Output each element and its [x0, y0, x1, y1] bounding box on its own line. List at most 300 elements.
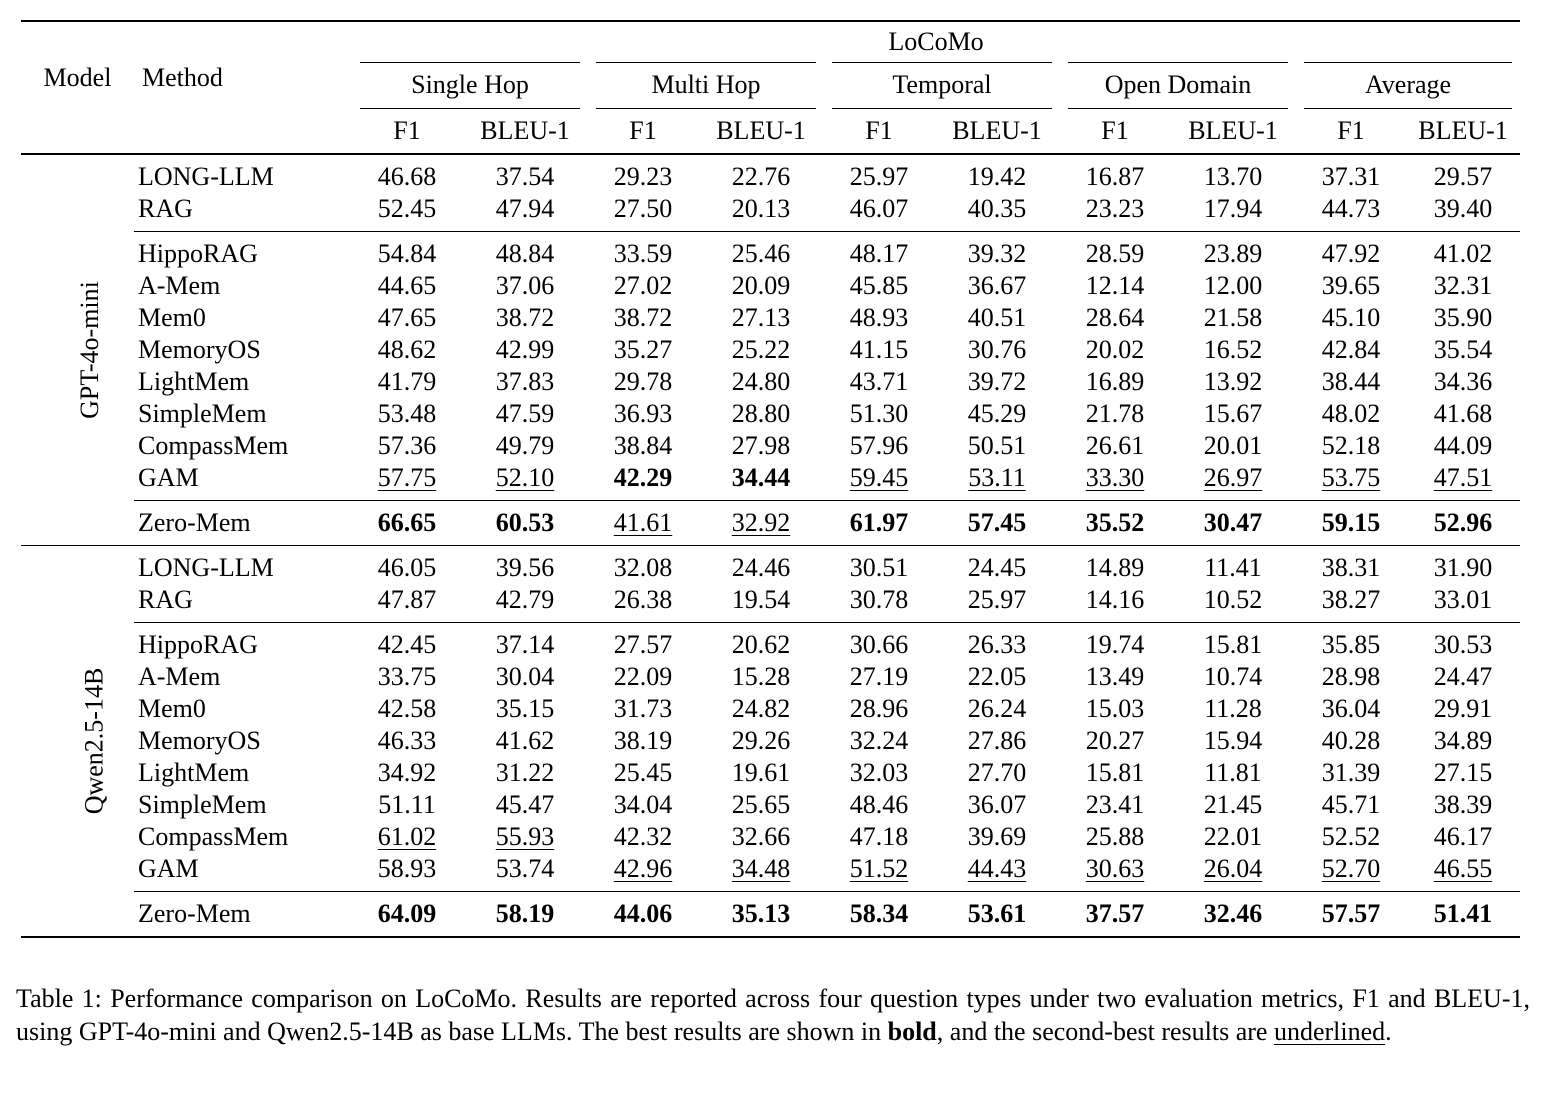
value-multi-hop-bleu-1: 20.09: [731, 271, 791, 300]
method-name: A-Mem: [138, 271, 221, 300]
table-cell: [1296, 789, 1406, 821]
table-cell: [1296, 821, 1406, 853]
table-cell: [698, 693, 824, 725]
table-cell: [698, 366, 824, 398]
value-multi-hop-f1: 26.38: [613, 585, 673, 614]
table-cell: [588, 154, 698, 193]
table-cell: [1060, 623, 1170, 662]
table-cell: [1170, 366, 1296, 398]
header-group-temporal: [824, 62, 1060, 109]
header-metric-bleu-1: BLEU-1: [934, 109, 1060, 154]
group-label: Single Hop: [360, 62, 580, 109]
table-cell: [824, 725, 934, 757]
table-row: [21, 853, 1520, 892]
method-name: LightMem: [138, 367, 250, 396]
header-metric-f1: F1: [352, 109, 462, 154]
table-cell: [1060, 232, 1170, 271]
table-cell: [1296, 584, 1406, 623]
table-cell: [588, 232, 698, 271]
value-average-f1: 38.31: [1321, 553, 1381, 582]
table-cell: [352, 232, 462, 271]
table-cell: [352, 789, 462, 821]
value-multi-hop-bleu-1: 24.46: [731, 553, 791, 582]
table-cell: [352, 398, 462, 430]
value-single-hop-f1: 46.05: [377, 553, 437, 582]
table-cell: [588, 270, 698, 302]
value-temporal-f1: 48.46: [849, 790, 909, 819]
table-cell: [1406, 501, 1520, 546]
value-open-domain-f1: 12.14: [1085, 271, 1145, 300]
table-cell: [698, 270, 824, 302]
value-multi-hop-bleu-1: 15.28: [731, 662, 791, 691]
value-open-domain-bleu-1: 10.74: [1203, 662, 1263, 691]
table-cell: [698, 302, 824, 334]
table-row: [21, 366, 1520, 398]
value-open-domain-f1: 16.87: [1085, 162, 1145, 191]
table-cell: [934, 693, 1060, 725]
header-method: Method: [134, 21, 352, 154]
value-temporal-bleu-1: 27.86: [967, 726, 1027, 755]
table-cell: [698, 789, 824, 821]
value-multi-hop-bleu-1: 19.54: [731, 585, 791, 614]
value-open-domain-bleu-1: 26.04: [1203, 854, 1263, 883]
value-average-bleu-1: 33.01: [1433, 585, 1493, 614]
table-cell: [1060, 661, 1170, 693]
value-average-bleu-1: 52.96: [1433, 508, 1493, 537]
table-cell: [352, 821, 462, 853]
value-open-domain-f1: 13.49: [1085, 662, 1145, 691]
group-label: Multi Hop: [596, 62, 816, 109]
value-temporal-bleu-1: 39.72: [967, 367, 1027, 396]
value-multi-hop-bleu-1: 20.13: [731, 194, 791, 223]
value-single-hop-bleu-1: 30.04: [495, 662, 555, 691]
value-average-bleu-1: 51.41: [1433, 899, 1493, 928]
table-cell: [588, 661, 698, 693]
table-row: [21, 821, 1520, 853]
table-cell: [698, 725, 824, 757]
table-cell: [462, 853, 588, 892]
table-cell: [1406, 430, 1520, 462]
table-cell: [1170, 623, 1296, 662]
value-temporal-f1: 61.97: [849, 508, 909, 537]
model-label: Qwen2.5-14B: [79, 667, 109, 815]
value-single-hop-bleu-1: 35.15: [495, 694, 555, 723]
method-name: LONG-LLM: [134, 154, 352, 193]
header-metric-bleu-1: BLEU-1: [1406, 109, 1520, 154]
table-cell: [934, 154, 1060, 193]
table-cell: [1406, 623, 1520, 662]
model-cell: [21, 546, 134, 938]
table-cell: [352, 462, 462, 501]
header-group-multi-hop: [588, 62, 824, 109]
value-open-domain-f1: 15.81: [1085, 758, 1145, 787]
table-cell: [462, 154, 588, 193]
value-temporal-bleu-1: 57.45: [967, 508, 1027, 537]
table-cell: [462, 302, 588, 334]
table-row: [21, 623, 1520, 662]
value-single-hop-f1: 66.65: [377, 508, 437, 537]
model-cell: [21, 154, 134, 546]
table-cell: [698, 892, 824, 938]
value-average-f1: 42.84: [1321, 335, 1381, 364]
method-name: Mem0: [138, 303, 206, 332]
value-open-domain-bleu-1: 15.94: [1203, 726, 1263, 755]
value-single-hop-f1: 46.68: [377, 162, 437, 191]
method-name: Zero-Mem: [134, 892, 352, 938]
table-cell: [1170, 725, 1296, 757]
table-cell: [698, 501, 824, 546]
value-average-bleu-1: 30.53: [1433, 630, 1493, 659]
table-cell: [1060, 725, 1170, 757]
value-multi-hop-f1: 36.93: [613, 399, 673, 428]
value-open-domain-f1: 23.41: [1085, 790, 1145, 819]
table-cell: [1060, 302, 1170, 334]
value-temporal-bleu-1: 39.32: [967, 239, 1027, 268]
table-cell: [1170, 693, 1296, 725]
table-cell: [1060, 892, 1170, 938]
value-temporal-f1: 51.30: [849, 399, 909, 428]
table-cell: [588, 757, 698, 789]
table-cell: [1406, 789, 1520, 821]
table-row: [21, 334, 1520, 366]
table-cell: [352, 334, 462, 366]
table-cell: [824, 623, 934, 662]
table-cell: [1296, 430, 1406, 462]
method-name: LightMem: [138, 758, 250, 787]
table-cell: [1170, 789, 1296, 821]
value-single-hop-bleu-1: 42.79: [495, 585, 555, 614]
value-single-hop-f1: 42.45: [377, 630, 437, 659]
table-cell: [1060, 430, 1170, 462]
value-average-bleu-1: 44.09: [1433, 431, 1493, 460]
table-cell: [824, 232, 934, 271]
table-cell: [1406, 892, 1520, 938]
value-open-domain-bleu-1: 32.46: [1203, 899, 1263, 928]
table-cell: [462, 430, 588, 462]
value-single-hop-bleu-1: 31.22: [495, 758, 555, 787]
value-average-f1: 35.85: [1321, 630, 1381, 659]
table-cell: [1296, 892, 1406, 938]
table-cell: [1170, 232, 1296, 271]
value-average-bleu-1: 35.90: [1433, 303, 1493, 332]
header-metric-bleu-1: BLEU-1: [462, 109, 588, 154]
table-cell: [352, 193, 462, 232]
value-multi-hop-bleu-1: 20.62: [731, 630, 791, 659]
value-single-hop-f1: 46.33: [377, 726, 437, 755]
value-multi-hop-bleu-1: 24.82: [731, 694, 791, 723]
table-cell: [462, 821, 588, 853]
table-cell: [934, 193, 1060, 232]
value-multi-hop-bleu-1: 32.92: [731, 508, 791, 537]
value-multi-hop-bleu-1: 25.46: [731, 239, 791, 268]
table-cell: [1060, 693, 1170, 725]
value-average-f1: 53.75: [1321, 463, 1381, 492]
table-cell: [352, 270, 462, 302]
value-open-domain-f1: 35.52: [1085, 508, 1145, 537]
table-cell: [1296, 232, 1406, 271]
table-cell: [462, 193, 588, 232]
value-average-bleu-1: 24.47: [1433, 662, 1493, 691]
table-cell: [824, 853, 934, 892]
value-multi-hop-f1: 27.50: [613, 194, 673, 223]
value-temporal-f1: 59.45: [849, 463, 909, 492]
table-cell: [934, 546, 1060, 585]
value-open-domain-f1: 21.78: [1085, 399, 1145, 428]
table-cell: [588, 302, 698, 334]
table-cell: [1406, 725, 1520, 757]
table-cell: [462, 623, 588, 662]
value-average-bleu-1: 31.90: [1433, 553, 1493, 582]
value-temporal-f1: 45.85: [849, 271, 909, 300]
value-single-hop-f1: 34.92: [377, 758, 437, 787]
value-multi-hop-f1: 38.84: [613, 431, 673, 460]
value-average-f1: 31.39: [1321, 758, 1381, 787]
value-average-f1: 40.28: [1321, 726, 1381, 755]
table-cell: [1296, 757, 1406, 789]
table-cell: [352, 725, 462, 757]
value-temporal-f1: 43.71: [849, 367, 909, 396]
table-cell: [1170, 821, 1296, 853]
value-average-f1: 38.27: [1321, 585, 1381, 614]
value-single-hop-f1: 64.09: [377, 899, 437, 928]
value-single-hop-f1: 48.62: [377, 335, 437, 364]
table-cell: [1060, 821, 1170, 853]
table-cell: [1060, 193, 1170, 232]
value-temporal-bleu-1: 27.70: [967, 758, 1027, 787]
method-name: RAG: [138, 585, 193, 614]
table-cell: [1060, 334, 1170, 366]
table-cell: [462, 661, 588, 693]
table-cell: [1170, 757, 1296, 789]
value-open-domain-bleu-1: 11.81: [1204, 758, 1262, 787]
table-cell: [352, 623, 462, 662]
method-name: SimpleMem: [138, 790, 267, 819]
table-cell: [1296, 398, 1406, 430]
table-cell: [1406, 334, 1520, 366]
table-cell: [934, 398, 1060, 430]
table-cell: [824, 693, 934, 725]
value-single-hop-bleu-1: 52.10: [495, 463, 555, 492]
value-multi-hop-bleu-1: 35.13: [731, 899, 791, 928]
value-temporal-f1: 46.07: [849, 194, 909, 223]
value-temporal-f1: 48.93: [849, 303, 909, 332]
table-cell: [352, 693, 462, 725]
table-cell: [1170, 430, 1296, 462]
table-cell: [824, 892, 934, 938]
header-metric-f1: F1: [1296, 109, 1406, 154]
table-cell: [824, 584, 934, 623]
table-cell: [824, 821, 934, 853]
value-temporal-f1: 32.03: [849, 758, 909, 787]
table-cell: [462, 232, 588, 271]
table-cell: [1170, 501, 1296, 546]
table-row: [21, 462, 1520, 501]
table-cell: [934, 757, 1060, 789]
table-row: [21, 789, 1520, 821]
value-multi-hop-bleu-1: 34.44: [731, 463, 791, 492]
table-cell: [588, 693, 698, 725]
value-open-domain-f1: 30.63: [1085, 854, 1145, 883]
value-single-hop-bleu-1: 53.74: [495, 854, 555, 883]
table-cell: [824, 462, 934, 501]
table-cell: [1406, 462, 1520, 501]
value-multi-hop-bleu-1: 34.48: [731, 854, 791, 883]
value-open-domain-f1: 14.89: [1085, 553, 1145, 582]
table-cell: [698, 623, 824, 662]
value-open-domain-f1: 20.02: [1085, 335, 1145, 364]
table-cell: [934, 430, 1060, 462]
value-multi-hop-f1: 41.61: [613, 508, 673, 537]
value-multi-hop-f1: 38.72: [613, 303, 673, 332]
value-multi-hop-f1: 42.96: [613, 854, 673, 883]
table-cell: [1406, 366, 1520, 398]
value-single-hop-bleu-1: 38.72: [495, 303, 555, 332]
table-cell: [824, 546, 934, 585]
table-cell: [1060, 757, 1170, 789]
table-cell: [1060, 366, 1170, 398]
value-multi-hop-f1: 42.29: [613, 463, 673, 492]
method-name: GAM: [138, 463, 199, 492]
value-average-f1: 47.92: [1321, 239, 1381, 268]
table-cell: [824, 789, 934, 821]
value-single-hop-bleu-1: 47.59: [495, 399, 555, 428]
table-row: [21, 892, 1520, 938]
table-cell: [1296, 462, 1406, 501]
table-cell: [1406, 757, 1520, 789]
method-name: MemoryOS: [138, 726, 261, 755]
value-single-hop-f1: 33.75: [377, 662, 437, 691]
header-metric-f1: F1: [824, 109, 934, 154]
value-temporal-bleu-1: 40.35: [967, 194, 1027, 223]
table-cell: [934, 334, 1060, 366]
table-row: [21, 725, 1520, 757]
table-cell: [824, 757, 934, 789]
header-group-average: [1296, 62, 1520, 109]
table-cell: [1170, 853, 1296, 892]
method-name: RAG: [138, 194, 193, 223]
table-cell: [1296, 661, 1406, 693]
value-open-domain-f1: 26.61: [1085, 431, 1145, 460]
value-single-hop-f1: 47.65: [377, 303, 437, 332]
value-temporal-bleu-1: 39.69: [967, 822, 1027, 851]
value-open-domain-bleu-1: 30.47: [1203, 508, 1263, 537]
value-temporal-f1: 32.24: [849, 726, 909, 755]
table-row: [21, 398, 1520, 430]
value-temporal-bleu-1: 53.61: [967, 899, 1027, 928]
table-cell: [1170, 334, 1296, 366]
value-average-bleu-1: 39.40: [1433, 194, 1493, 223]
value-average-bleu-1: 34.89: [1433, 726, 1493, 755]
value-temporal-bleu-1: 26.24: [967, 694, 1027, 723]
table-row: [21, 757, 1520, 789]
value-single-hop-f1: 57.75: [377, 463, 437, 492]
value-temporal-bleu-1: 24.45: [967, 553, 1027, 582]
table-cell: [588, 853, 698, 892]
value-multi-hop-bleu-1: 24.80: [731, 367, 791, 396]
table-cell: [462, 892, 588, 938]
value-single-hop-bleu-1: 37.83: [495, 367, 555, 396]
value-open-domain-f1: 15.03: [1085, 694, 1145, 723]
value-average-f1: 48.02: [1321, 399, 1381, 428]
value-multi-hop-bleu-1: 28.80: [731, 399, 791, 428]
table-cell: [588, 546, 698, 585]
caption-text: .: [1385, 1017, 1392, 1046]
table-cell: [698, 462, 824, 501]
value-open-domain-bleu-1: 21.58: [1203, 303, 1263, 332]
table-cell: [824, 661, 934, 693]
value-temporal-f1: 48.17: [849, 239, 909, 268]
table-cell: [698, 546, 824, 585]
table-cell: [824, 430, 934, 462]
value-temporal-bleu-1: 50.51: [967, 431, 1027, 460]
value-single-hop-f1: 54.84: [377, 239, 437, 268]
table-cell: [1296, 546, 1406, 585]
table-cell: [1296, 366, 1406, 398]
table-cell: [352, 501, 462, 546]
table-cell: [462, 546, 588, 585]
value-single-hop-f1: 53.48: [377, 399, 437, 428]
table-cell: [1060, 584, 1170, 623]
method-name: Mem0: [138, 694, 206, 723]
method-name: CompassMem: [138, 822, 289, 851]
value-open-domain-bleu-1: 11.41: [1204, 553, 1262, 582]
table-cell: [1170, 302, 1296, 334]
table-cell: [462, 366, 588, 398]
table-cell: [1060, 398, 1170, 430]
value-temporal-f1: 58.34: [849, 899, 909, 928]
value-open-domain-bleu-1: 13.70: [1203, 162, 1263, 191]
table-cell: [462, 334, 588, 366]
value-multi-hop-f1: 31.73: [613, 694, 673, 723]
value-temporal-f1: 27.19: [849, 662, 909, 691]
value-open-domain-f1: 28.59: [1085, 239, 1145, 268]
value-open-domain-f1: 37.57: [1085, 899, 1145, 928]
table-cell: [824, 193, 934, 232]
value-single-hop-bleu-1: 48.84: [495, 239, 555, 268]
value-temporal-f1: 30.66: [849, 630, 909, 659]
table-cell: [1296, 693, 1406, 725]
value-average-bleu-1: 32.31: [1433, 271, 1493, 300]
value-temporal-bleu-1: 36.07: [967, 790, 1027, 819]
table-cell: [698, 853, 824, 892]
value-average-bleu-1: 29.57: [1433, 162, 1493, 191]
value-multi-hop-f1: 22.09: [613, 662, 673, 691]
value-single-hop-bleu-1: 39.56: [495, 553, 555, 582]
value-temporal-bleu-1: 44.43: [967, 854, 1027, 883]
table-row: [21, 546, 1520, 585]
value-average-bleu-1: 46.17: [1433, 822, 1493, 851]
value-single-hop-bleu-1: 37.14: [495, 630, 555, 659]
value-average-f1: 39.65: [1321, 271, 1381, 300]
table-cell: [1060, 462, 1170, 501]
value-multi-hop-bleu-1: 19.61: [731, 758, 791, 787]
value-average-f1: 57.57: [1321, 899, 1381, 928]
value-single-hop-bleu-1: 37.06: [495, 271, 555, 300]
value-average-f1: 37.31: [1321, 162, 1381, 191]
table-caption: [16, 982, 1530, 1048]
value-temporal-bleu-1: 30.76: [967, 335, 1027, 364]
table-cell: [1406, 232, 1520, 271]
header-group-open-domain: [1060, 62, 1296, 109]
table-cell: [1296, 853, 1406, 892]
caption-bold-word: bold: [887, 1017, 937, 1046]
table-cell: [352, 430, 462, 462]
table-cell: [1170, 661, 1296, 693]
table-cell: [934, 232, 1060, 271]
method-name: SimpleMem: [138, 399, 267, 428]
value-open-domain-f1: 14.16: [1085, 585, 1145, 614]
value-average-f1: 52.18: [1321, 431, 1381, 460]
